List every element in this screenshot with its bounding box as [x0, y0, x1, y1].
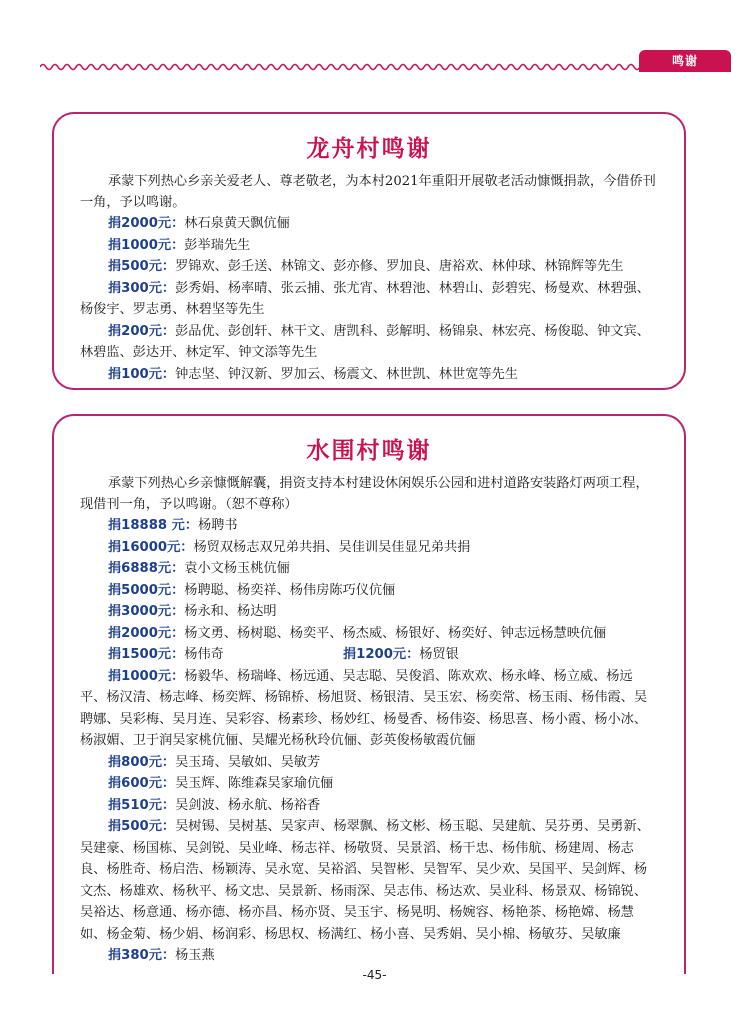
panel-intro: 承蒙下列热心乡亲慷慨解囊，捐资支持本村建设休闲娱乐公园和进村道路安装路灯两项工程，现借刊一角，予以鸣谢。（恕不尊称）	[80, 476, 649, 512]
donation-amount: 捐18888 元：	[108, 518, 199, 533]
donation-amount: 捐200元：	[108, 323, 176, 339]
donation-item	[80, 816, 658, 945]
donation-amount: 捐2000元：	[108, 216, 185, 231]
donation-item	[80, 773, 658, 795]
donation-item	[80, 580, 658, 602]
donation-amount: 捐5000元：	[108, 582, 185, 598]
decorative-wave-divider	[40, 60, 640, 74]
donor-names: 杨玉燕	[175, 948, 215, 963]
donation-amount: 捐800元：	[108, 754, 176, 770]
longzhou-village-panel	[52, 112, 686, 390]
donation-item	[80, 752, 658, 774]
dual-right: 捐1200元：杨贸银	[343, 647, 459, 662]
donation-item	[80, 278, 658, 321]
donation-item	[80, 945, 658, 967]
donation-list	[54, 213, 684, 385]
donor-names: 杨贸双杨志双兄弟共捐、吴佳训吴佳显兄弟共捐	[193, 539, 471, 555]
donor-names: 吴树锡、吴树基、吴家声、杨翠飘、杨文彬、杨玉聪、吴建航、吴芬勇、吴勇新、吴建豪、杨国栋、吴剑锐、吴业峰、杨志祥、杨敬贤、吴景滔、杨干忠、杨伟航、杨建周、杨志良、杨胜奇、杨启浩、杨颖涛、吴永宽、吴裕滔、吴智彬、吴智军、吴少欢、吴国平、吴剑辉、杨文杰、杨雄欢、杨秋平、杨文忠、吴景新、杨雨深、吴志伟、杨达欢、吴业科、杨景双、杨锦锐、吴裕达、杨意通、杨亦德、杨亦昌、杨亦贤、吴玉宇、杨晃明、杨婉容、杨艳茶、杨艳嫦、杨慧如、杨金菊、杨少娟、杨润彩、杨思权、杨满红、杨小喜、吴秀娟、吴小棉、杨敏芬、吴敏廉	[80, 819, 650, 942]
donation-dual-row	[80, 644, 658, 666]
donor-names: 林石泉黄天飘伉俪	[184, 216, 290, 231]
donor-names: 钟志坚、钟汉新、罗加云、杨震文、林世凯、林世宽等先生	[175, 366, 518, 382]
donor-names: 彭品优、彭创轩、林干文、唐凯科、彭解明、杨锦泉、林宏亮、杨俊聪、钟文宾、林碧监、彭达开、林定军、钟文添等先生	[80, 323, 650, 360]
donation-amount: 捐300元：	[108, 280, 176, 296]
donor-names: 杨聘书	[198, 518, 238, 533]
donation-item	[80, 321, 658, 364]
donation-list	[54, 515, 684, 644]
donation-item	[80, 256, 658, 278]
donation-amount: 捐510元：	[108, 797, 176, 813]
donor-names: 袁小文杨玉桃伉俪	[184, 561, 290, 576]
donation-amount: 捐100元：	[108, 366, 176, 382]
donation-amount: 捐600元：	[108, 776, 176, 791]
donation-amount: 捐3000元：	[108, 604, 185, 619]
donor-names: 彭秀娟、杨率晴、张云捕、张尤宵、林碧池、林碧山、彭碧宪、杨曼欢、林碧强、杨俊宇、罗志勇、林碧坚等先生	[80, 280, 650, 317]
donation-item	[80, 623, 658, 645]
donation-list	[54, 666, 684, 967]
donation-item	[80, 601, 658, 623]
donation-item	[80, 537, 658, 559]
panel-title: 水围村鸣谢	[306, 438, 432, 464]
donor-names: 吴玉琦、吴敏如、吴敏芳	[175, 754, 321, 770]
donor-names: 杨文勇、杨树聪、杨奕平、杨杰威、杨银好、杨奕好、钟志远杨慧映伉俪	[184, 625, 607, 641]
donor-names: 罗锦欢、彭壬送、林锦文、彭亦修、罗加良、唐裕欢、林仲球、林锦辉等先生	[175, 259, 624, 274]
donor-names: 彭举瑞先生	[184, 237, 251, 253]
donor-names: 杨聘聪、杨奕祥、杨伟房陈巧仪伉俪	[184, 582, 396, 598]
dual-left: 捐1500元：杨伟奇	[108, 647, 224, 662]
section-tab: 鸣谢	[639, 50, 731, 72]
donation-item	[80, 558, 658, 580]
donation-item	[80, 213, 658, 235]
donation-amount: 捐500元：	[108, 819, 176, 834]
donation-item	[80, 795, 658, 817]
donor-names: 吴剑波、杨永航、杨裕香	[175, 797, 321, 813]
donor-names: 吴玉辉、陈维森吴家瑜伉俪	[175, 776, 334, 791]
donor-names: 杨永和、杨达明	[184, 604, 277, 619]
donation-item	[80, 235, 658, 257]
donation-amount: 捐1000元：	[108, 668, 185, 684]
panel-intro: 承蒙下列热心乡亲关爱老人、尊老敬老，为本村2021年重阳开展敬老活动慷慨捐款，今借侨刊一角，予以鸣谢。	[80, 174, 656, 210]
page-number: -45-	[362, 968, 387, 982]
donor-names: 杨毅华、杨瑞峰、杨远通、吴志聪、吴俊滔、陈欢欢、杨永峰、杨立威、杨远平、杨汉清、杨志峰、杨奕辉、杨锦桥、杨旭贤、杨银清、吴玉宏、杨奕常、杨玉雨、杨伟霞、吴聘娜、吴彩梅、吴月连、吴彩容、杨素珍、杨妙红、杨曼香、杨伟姿、杨思喜、杨小霞、杨小冰、杨淑媚、卫于润吴家桃伉俪、吴耀光杨秋玲伉俪、彭英俊杨敏霞伉俪	[80, 668, 648, 748]
donation-amount: 捐500元：	[108, 259, 176, 274]
donation-amount: 捐380元：	[108, 948, 176, 963]
donation-item	[80, 364, 658, 386]
donation-amount: 捐1000元：	[108, 237, 185, 253]
donation-amount: 捐6888元：	[108, 561, 185, 576]
donation-item	[80, 666, 658, 752]
shuiwei-village-panel	[52, 414, 686, 974]
donation-amount: 捐2000元：	[108, 625, 185, 641]
panel-title: 龙舟村鸣谢	[306, 136, 432, 162]
donation-item	[80, 515, 658, 537]
donation-amount: 捐16000元：	[108, 539, 194, 555]
